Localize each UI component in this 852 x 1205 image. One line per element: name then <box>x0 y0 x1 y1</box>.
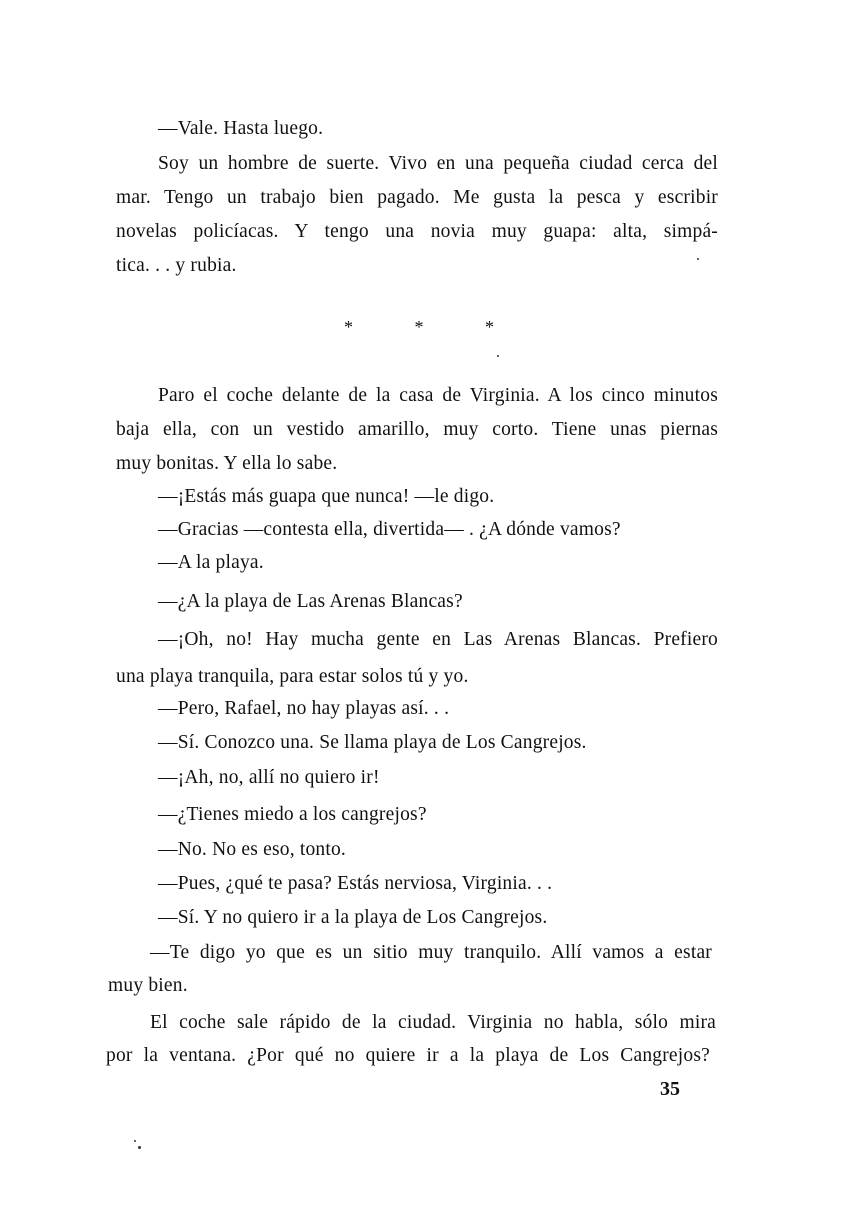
separator-star: * <box>414 317 424 337</box>
page-number: 35 <box>660 1078 680 1100</box>
text-line: El coche sale rápido de la ciudad. Virginia no habla, sólo mira <box>150 1012 716 1033</box>
text-line: —Pues, ¿qué te pasa? Estás nerviosa, Virginia. . . <box>158 873 553 894</box>
text-line: —¡Ah, no, allí no quiero ir! <box>158 767 380 788</box>
text-line: —A la playa. <box>158 552 264 573</box>
text-line: —No. No es eso, tonto. <box>158 839 347 860</box>
text-line: mar. Tengo un trabajo bien pagado. Me gusta la pesca y escribir <box>116 187 718 208</box>
scan-speck <box>138 1146 141 1149</box>
text-line: muy bien. <box>108 975 188 996</box>
separator-star: * <box>485 317 494 337</box>
text-line: Paro el coche delante de la casa de Virginia. A los cinco minutos <box>158 385 718 406</box>
text-line: —Sí. Y no quiero ir a la playa de Los Cangrejos. <box>158 907 548 928</box>
text-line: una playa tranquila, para estar solos tú y yo. <box>116 666 469 687</box>
text-line: —Sí. Conozco una. Se llama playa de Los Cangrejos. <box>158 732 587 753</box>
text-line: —¿A la playa de Las Arenas Blancas? <box>158 591 463 612</box>
scan-speck <box>134 1140 136 1142</box>
text-line: Soy un hombre de suerte. Vivo en una pequeña ciudad cerca del <box>158 153 718 174</box>
text-line: —¿Tienes miedo a los cangrejos? <box>158 804 427 825</box>
text-line: tica. . . y rubia. <box>116 255 237 276</box>
text-line: muy bonitas. Y ella lo sabe. <box>116 453 338 474</box>
separator-star: * <box>344 317 353 337</box>
text-line: —Te digo yo que es un sitio muy tranquilo. Allí vamos a estar <box>150 942 712 963</box>
text-line: —¡Estás más guapa que nunca! —le digo. <box>158 486 495 507</box>
scan-speck <box>697 258 699 260</box>
text-line: —Gracias —contesta ella, divertida— . ¿A dónde vamos? <box>158 519 621 540</box>
text-line: novelas policíacas. Y tengo una novia muy guapa: alta, simpá- <box>116 221 718 242</box>
text-line: baja ella, con un vestido amarillo, muy corto. Tiene unas piernas <box>116 419 718 440</box>
text-line: —Vale. Hasta luego. <box>158 118 324 139</box>
text-line: —Pero, Rafael, no hay playas así. . . <box>158 698 450 719</box>
text-line: —¡Oh, no! Hay mucha gente en Las Arenas Blancas. Prefiero <box>158 629 718 650</box>
scan-speck <box>497 355 499 357</box>
section-separator <box>344 317 494 338</box>
text-line: por la ventana. ¿Por qué no quiere ir a la playa de Los Cangrejos? <box>106 1045 710 1066</box>
